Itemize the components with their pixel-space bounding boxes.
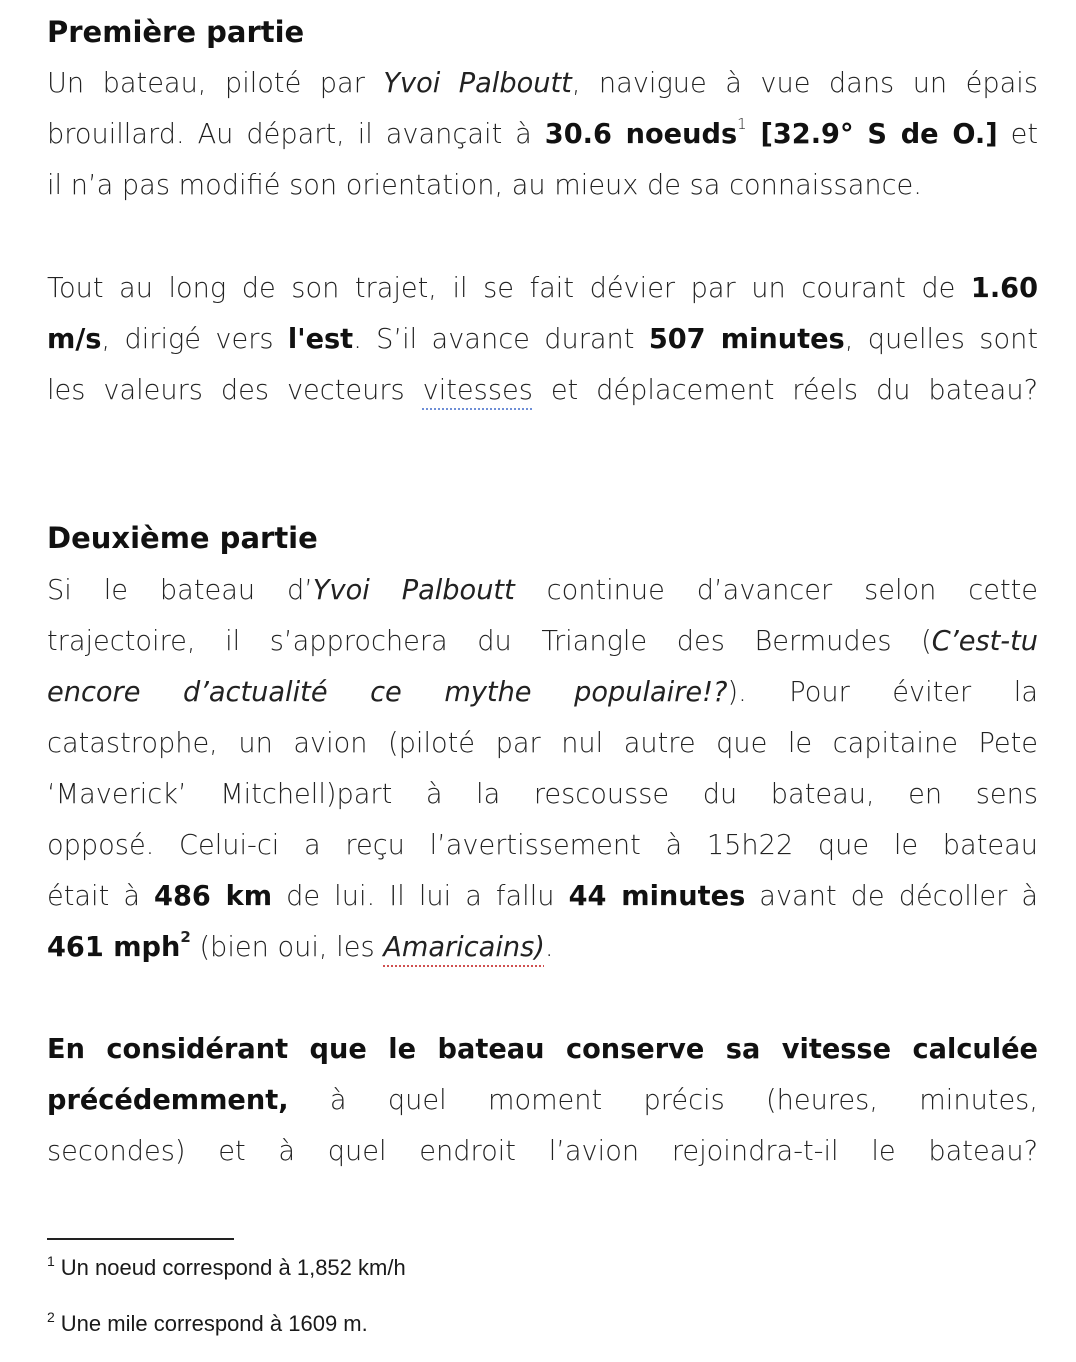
part1-paragraph-2: [47, 263, 1038, 416]
question-line-2: précédemment, à quel moment précis (heures, minutes,: [47, 1085, 1038, 1116]
footnote-2: $^2$ Une mile correspond à 1609 m.: [47, 1309, 368, 1336]
spelling-flagged-word: Amaricains): [383, 932, 545, 963]
travel-duration: 507 minutes: [648, 324, 845, 355]
current-direction: l'est: [287, 324, 354, 355]
faded-hidden-text-2: [47, 1192, 1038, 1212]
part1-line-2: brouillard. Au départ, il avançait à 30.6 noeuds$^1$ [32.9° S de O.] et: [47, 115, 1038, 150]
current-speed: 1.60: [970, 273, 1038, 304]
pilot-name-2: Yvoi Palboutt: [312, 575, 515, 606]
part2-line-4: catastrophe, un avion (piloté par nul autre que le capitaine Pete: [47, 728, 1038, 759]
part2-paragraph: [47, 565, 1038, 973]
question-paragraph: [47, 1024, 1038, 1177]
part2-line-2: trajectoire, il s’approchera du Triangle des Bermudes (C’est-tu: [47, 626, 1038, 657]
initial-direction: [32.9° S de O.]: [746, 119, 998, 150]
part1-p2-line-1: Tout au long de son trajet, il se fait dévier par un courant de 1.60: [47, 273, 1038, 304]
part2-line-6: opposé. Celui-ci a reçu l’avertissement à 15h22 que le bateau: [47, 830, 1038, 861]
part1-p2-line-3: les valeurs des vecteurs vitesses et déplacement réels du bateau?: [47, 375, 1038, 406]
current-unit: m/s: [47, 324, 102, 355]
footnote-ref-1: 1: [737, 115, 747, 133]
faded-hidden-text: [47, 432, 1038, 452]
part2-line-3: encore d’actualité ce mythe populaire!?). Pour éviter la: [47, 677, 1038, 708]
part2-line-7: était à 486 km de lui. Il lui a fallu 44 minutes avant de décoller à: [47, 881, 1038, 912]
initial-speed: 30.6 noeuds: [544, 119, 738, 150]
takeoff-delay: 44 minutes: [568, 881, 746, 912]
initial-distance: 486 km: [154, 881, 273, 912]
part1-p2-line-2: m/s, dirigé vers l'est. S’il avance durant 507 minutes, quelles sont: [47, 324, 1038, 355]
part2-line-8: 461 mph$^2$ (bien oui, les Amaricains).: [47, 928, 554, 963]
part1-paragraph-1: [47, 58, 1038, 211]
part1-line-1: Un bateau, piloté par Yvoi Palboutt, navigue à vue dans un épais: [47, 68, 1038, 99]
part1-heading: Première partie: [47, 15, 305, 49]
question-line-3: secondes) et à quel endroit l’avion rejoindra-t-il le bateau?: [47, 1136, 1038, 1167]
part2-line-5: ‘Maverick’ Mitchell)part à la rescousse du bateau, en sens: [47, 779, 1038, 810]
part2-line-1: Si le bateau d’Yvoi Palboutt continue d’avancer selon cette: [47, 575, 1038, 606]
footnote-1: $^1$ Un noeud correspond à 1,852 km/h: [47, 1253, 406, 1280]
pilot-name: Yvoi Palboutt: [383, 68, 572, 99]
plane-speed: 461 mph: [47, 932, 181, 963]
part1-line-3: il n’a pas modifié son orientation, au mieux de sa connaissance.: [47, 170, 922, 201]
footnote-ref-2: 2: [180, 928, 191, 946]
question-line-1: En considérant que le bateau conserve sa vitesse calculée: [47, 1034, 1038, 1065]
grammar-flagged-word: vitesses: [422, 375, 533, 406]
footnote-separator: [47, 1238, 234, 1240]
part2-heading: Deuxième partie: [47, 521, 318, 555]
